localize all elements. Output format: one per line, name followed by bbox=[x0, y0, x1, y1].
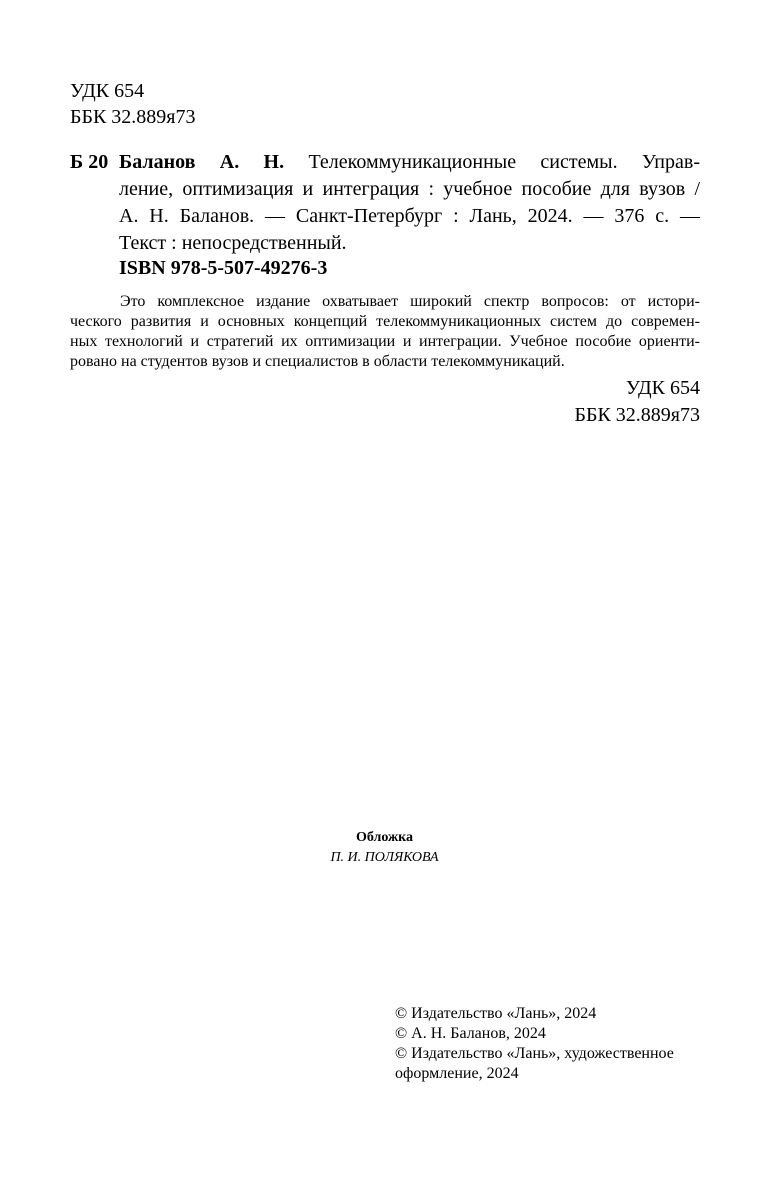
abstract-line-3: ных технологий и стратегий их оптимизации и интеграции. Учебное пособие ориенти- bbox=[70, 333, 700, 350]
cover-label: Обложка bbox=[355, 830, 414, 845]
udk-code: УДК 654 bbox=[70, 80, 145, 102]
classification-codes-top bbox=[70, 78, 196, 130]
abstract-line-1: Это комплексное издание охватывает широкий спектр вопросов: от истори- bbox=[120, 293, 700, 310]
classification-codes-bottom bbox=[574, 375, 700, 429]
copyright-line-2: © А. Н. Баланов, 2024 bbox=[395, 1025, 546, 1042]
bbk-code-bottom: ББК 32.889я73 bbox=[574, 404, 700, 426]
udk-code-bottom: УДК 654 bbox=[625, 377, 700, 399]
author-mark: Б 20 bbox=[70, 151, 109, 173]
bbk-code: ББК 32.889я73 bbox=[70, 106, 196, 128]
copyright-block bbox=[395, 1004, 674, 1084]
entry-line-4: Текст : непосредственный. bbox=[119, 232, 347, 254]
entry-line-3: А. Н. Баланов. — Санкт-Петербург : Лань, 2024. — 376 с. — bbox=[119, 205, 700, 227]
copyright-line-1: © Издательство «Лань», 2024 bbox=[395, 1005, 597, 1022]
isbn: ISBN 978-5-507-49276-3 bbox=[119, 257, 328, 279]
author-name: Баланов А. Н. bbox=[119, 151, 285, 173]
copyright-line-3: © Издательство «Лань», художественное bbox=[395, 1045, 674, 1062]
abstract bbox=[70, 292, 700, 372]
cover-designer: П. И. ПОЛЯКОВА bbox=[330, 850, 439, 865]
title-part-1: Телекоммуникационные системы. Управ- bbox=[308, 151, 700, 173]
abstract-line-2: ческого развития и основных концепций телекоммуникационных систем до современ- bbox=[70, 313, 700, 330]
copyright-line-4: оформление, 2024 bbox=[395, 1065, 519, 1082]
entry-line-2: ление, оптимизация и интеграция : учебное пособие для вузов / bbox=[119, 178, 700, 200]
abstract-line-4: ровано на студентов вузов и специалистов в области телекоммуникаций. bbox=[70, 353, 565, 370]
entry-line-1 bbox=[119, 149, 700, 176]
cover-credit bbox=[0, 828, 769, 868]
bibliographic-description bbox=[119, 149, 700, 257]
